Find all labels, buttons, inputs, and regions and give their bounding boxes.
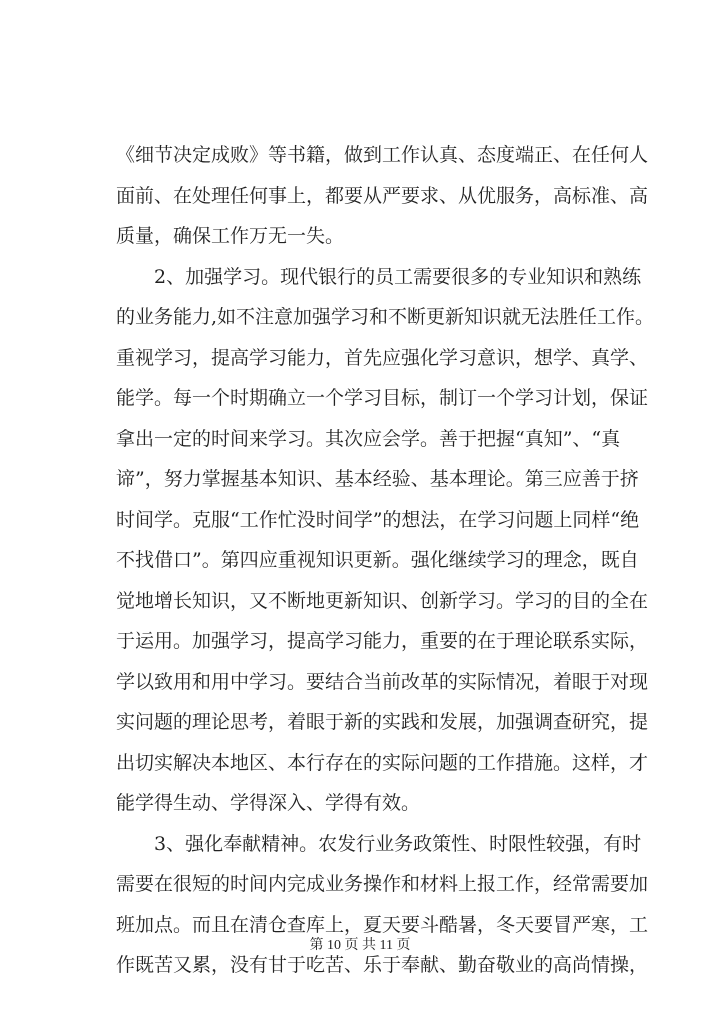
text-line: 2、加强学习。现代银行的员工需要很多的专业知识和熟练 [116, 265, 642, 288]
text-line: 班加点。而且在清仓查库上，夏天要斗酷暑，冬天要冒严寒，工 [116, 913, 649, 936]
text-line: 谛”，努力掌握基本知识、基本经验、基本理论。第三应善于挤 [116, 468, 639, 490]
text-line: 于运用。加强学习，提高学习能力，重要的在于理论联系实际， [116, 630, 649, 652]
text-line: 能学。每一个时期确立一个学习目标，制订一个学习计划，保证 [116, 387, 649, 409]
text-line: 重视学习，提高学习能力，首先应强化学习意识，想学、真学、 [116, 346, 649, 369]
text-line: 时间学。克服“工作忙没时间学”的想法，在学习问题上同样“绝 [116, 508, 640, 531]
text-line: 出切实解决本地区、本行存在的实际问题的工作措施。这样，才 [116, 751, 649, 774]
text-line: 需要在很短的时间内完成业务操作和材料上报工作，经常需要加 [116, 873, 649, 895]
text-line: 3、强化奉献精神。农发行业务政策性、时限性较强，有时 [116, 832, 642, 855]
text-line: 作既苦又累，没有甘于吃苦、乐于奉献、勤奋敬业的高尚情操， [116, 954, 649, 976]
text-line: 面前、在处理任何事上，都要从严要求、从优服务，高标准、高 [116, 184, 649, 207]
page-number-footer: 第 10 页 共 11 页 [309, 938, 411, 953]
text-line: 不找借口”。第四应重视知识更新。强化继续学习的理念，既自 [116, 549, 639, 571]
text-line: 觉地增长知识，又不断地更新知识、创新学习。学习的目的全在 [116, 589, 649, 612]
document-body [116, 135, 655, 986]
text-line: 《细节决定成败》等书籍，做到工作认真、态度端正、在任何人 [116, 144, 649, 166]
text-line: 实问题的理论思考，着眼于新的实践和发展，加强调查研究，提 [116, 711, 649, 733]
text-line: 学以致用和用中学习。要结合当前改革的实际情况，着眼于对现 [116, 670, 649, 693]
text-line: 的业务能力,如不注意加强学习和不断更新知识就无法胜任工作。 [116, 306, 655, 328]
text-line: 拿出一定的时间来学习。其次应会学。善于把握“真知”、“真 [116, 427, 621, 450]
text-line: 质量，确保工作万无一失。 [116, 225, 345, 247]
text-line: 能学得生动、学得深入、学得有效。 [116, 792, 421, 814]
